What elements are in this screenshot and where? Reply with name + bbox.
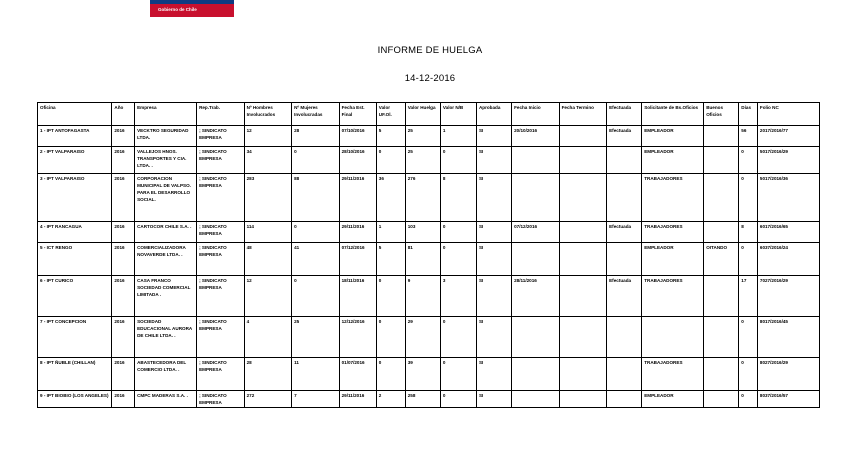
table-cell: 2	[376, 391, 405, 408]
column-header: Buenos Oficios	[704, 103, 739, 126]
table-cell: 8017/2016/45	[757, 317, 819, 358]
table-cell: 28	[244, 358, 292, 391]
table-cell: VECKTRO SEGURIDAD LTDA.	[135, 126, 197, 147]
table-cell: 28/10/2016	[339, 147, 376, 174]
column-header: Nº Mujeres Involucradas	[292, 103, 340, 126]
table-cell: 0	[440, 147, 476, 174]
table-cell: 5017/2016/29	[757, 147, 819, 174]
column-header: Rep.Trab.	[197, 103, 245, 126]
table-cell: ; SINDICATO EMPRESA	[197, 174, 245, 222]
column-header: Solicitante de Bs.Oficios	[642, 103, 704, 126]
table-cell: 8	[739, 222, 758, 243]
table-row	[38, 317, 820, 358]
table-cell: 283	[244, 174, 292, 222]
table-cell: 276	[405, 174, 440, 222]
table-cell	[642, 317, 704, 358]
table-cell	[607, 147, 642, 174]
table-cell: CMPC MADERAS S.A. .	[135, 391, 197, 408]
table-cell: 07/12/2016	[512, 222, 560, 243]
table-cell: 34	[244, 147, 292, 174]
column-header: Empresa	[135, 103, 197, 126]
table-cell: 3 - IPT VALPARAISO	[38, 174, 112, 222]
table-cell: 81	[405, 243, 440, 276]
column-header: Oficina	[38, 103, 112, 126]
table-cell: 258	[405, 391, 440, 408]
table-cell: ABASTECEDORA DEL COMERCIO LTDA. .	[135, 358, 197, 391]
table-cell: 3	[440, 276, 476, 317]
table-cell: VALLEJOS HNOS. TRANSPORTES Y CIA. LTDA. .	[135, 147, 197, 174]
table-cell: 9 - IPT BIOBIO (LOS ANGELES)	[38, 391, 112, 408]
column-header: Fecha Inicio	[512, 103, 560, 126]
table-cell: 6017/2016/65	[757, 222, 819, 243]
table-cell: 4 - IPT RANCAGUA	[38, 222, 112, 243]
table-cell: TRABAJADORES	[642, 276, 704, 317]
table-header-row	[38, 103, 820, 126]
table-cell: 2016	[112, 147, 135, 174]
table-cell: 29/11/2016	[339, 222, 376, 243]
table-cell: 12	[244, 276, 292, 317]
table-cell: 4	[244, 317, 292, 358]
column-header: Efectuada	[607, 103, 642, 126]
government-logo	[150, 0, 234, 17]
table-cell: 36	[376, 174, 405, 222]
table-cell: 2016	[112, 126, 135, 147]
table-cell	[704, 391, 739, 408]
table-cell: 103	[405, 222, 440, 243]
table-cell	[704, 222, 739, 243]
table-cell: 88	[292, 174, 340, 222]
table-cell	[559, 358, 607, 391]
table-cell: 56	[739, 126, 758, 147]
table-cell: 0	[376, 147, 405, 174]
table-cell	[607, 358, 642, 391]
column-header: Días	[739, 103, 758, 126]
table-cell: 2 - IPT VALPARAISO	[38, 147, 112, 174]
table-cell: 29	[405, 317, 440, 358]
table-row	[38, 147, 820, 174]
table-cell	[607, 317, 642, 358]
table-cell	[704, 317, 739, 358]
table-cell: 39	[405, 358, 440, 391]
table-cell: 0	[739, 391, 758, 408]
table-cell: 1	[440, 126, 476, 147]
table-cell	[704, 358, 739, 391]
table-cell: 8037/2016/57	[757, 391, 819, 408]
table-cell: EMPLEADOR	[642, 147, 704, 174]
table-cell: 0	[440, 317, 476, 358]
table-cell: TRABAJADORES	[642, 174, 704, 222]
table-cell: 7027/2016/29	[757, 276, 819, 317]
column-header: Valor Huelga	[405, 103, 440, 126]
table-cell: 01/07/2016	[339, 358, 376, 391]
table-cell	[559, 147, 607, 174]
table-cell: 5	[376, 126, 405, 147]
table-cell: 0	[739, 147, 758, 174]
table-cell	[559, 222, 607, 243]
table-body	[38, 126, 820, 408]
table-cell: ; SINDICATO EMPRESA	[197, 126, 245, 147]
table-cell: 29/11/2016	[339, 391, 376, 408]
table-cell	[512, 358, 560, 391]
table-cell: 6 - IPT CURICO	[38, 276, 112, 317]
table-row	[38, 174, 820, 222]
table-cell: 8027/2016/29	[757, 358, 819, 391]
logo-text: Gobierno de Chile	[158, 7, 197, 12]
table-cell: TRABAJADORES	[642, 358, 704, 391]
table-cell: 9	[405, 276, 440, 317]
table-cell: 25	[405, 126, 440, 147]
table-cell: SI	[476, 174, 511, 222]
table-cell: 2016	[112, 276, 135, 317]
column-header: Fecha Est. Final	[339, 103, 376, 126]
table-cell	[512, 243, 560, 276]
table-cell: 1	[376, 222, 405, 243]
table-cell: SI	[476, 391, 511, 408]
table-cell	[559, 174, 607, 222]
table-cell: 0	[739, 358, 758, 391]
table-cell: 8 - IPT ÑUBLE (CHILLAN)	[38, 358, 112, 391]
table-cell: SI	[476, 358, 511, 391]
table-cell: 18/11/2016	[339, 276, 376, 317]
table-cell	[559, 243, 607, 276]
table-cell: 0	[292, 276, 340, 317]
table-cell: 0	[292, 222, 340, 243]
table-cell: 0	[440, 391, 476, 408]
table-cell: 5017/2016/36	[757, 174, 819, 222]
table-cell	[704, 126, 739, 147]
table-cell: TRABAJADORES	[642, 222, 704, 243]
table-cell: 7 - IPT CONCEPCION	[38, 317, 112, 358]
table-row	[38, 276, 820, 317]
strike-report-table	[37, 102, 820, 408]
table-cell	[559, 391, 607, 408]
table-cell: Efectuada	[607, 276, 642, 317]
table-cell: 2016	[112, 243, 135, 276]
table-cell: 28/11/2016	[512, 276, 560, 317]
table-cell: 2016	[112, 391, 135, 408]
table-cell: 1 - IPT ANTOFAGASTA	[38, 126, 112, 147]
table-cell: 20/10/2016	[512, 126, 560, 147]
table-cell: ; SINDICATO EMPRESA	[197, 276, 245, 317]
table-row	[38, 391, 820, 408]
table-cell: 0	[376, 358, 405, 391]
table-cell: OITANDO	[704, 243, 739, 276]
table-cell: 0	[376, 276, 405, 317]
table-cell: ; SINDICATO EMPRESA	[197, 358, 245, 391]
table-cell: 2017/2016/77	[757, 126, 819, 147]
column-header: Año	[112, 103, 135, 126]
table-cell: ; SINDICATO EMPRESA	[197, 222, 245, 243]
table-cell: EMPLEADOR	[642, 243, 704, 276]
table-cell: 12	[244, 126, 292, 147]
table-cell	[559, 317, 607, 358]
table-cell: 29/11/2016	[339, 174, 376, 222]
table-cell: CASA FRANCO SOCIEDAD COMERCIAL LIMITADA .	[135, 276, 197, 317]
table-cell: 0	[440, 358, 476, 391]
table-cell: 25	[405, 147, 440, 174]
table-cell: EMPLEADOR	[642, 391, 704, 408]
table-cell: 2016	[112, 317, 135, 358]
table-cell	[704, 174, 739, 222]
table-cell	[704, 147, 739, 174]
table-cell	[512, 174, 560, 222]
column-header: Folio NC	[757, 103, 819, 126]
table-cell: 0	[739, 317, 758, 358]
column-header: Valor N/B	[440, 103, 476, 126]
column-header: Nº Hombres Involucrados	[244, 103, 292, 126]
table-cell: SI	[476, 276, 511, 317]
table-cell: SI	[476, 243, 511, 276]
table-cell: 41	[292, 243, 340, 276]
report-date: 14-12-2016	[404, 73, 456, 84]
table-cell: SI	[476, 317, 511, 358]
column-header: Valor UF.Ol.	[376, 103, 405, 126]
table-cell: SI	[476, 126, 511, 147]
report-title: INFORME DE HUELGA	[377, 45, 483, 56]
table-cell: 0	[440, 222, 476, 243]
table-cell: 12/12/2016	[339, 317, 376, 358]
table-cell: 0	[376, 317, 405, 358]
table-cell: 2016	[112, 174, 135, 222]
table-cell: 17	[739, 276, 758, 317]
table-cell: 07/12/2016	[339, 243, 376, 276]
table-cell: EMPLEADOR	[642, 126, 704, 147]
table-row	[38, 126, 820, 147]
table-cell: 25	[292, 317, 340, 358]
table-cell: ; SINDICATO EMPRESA	[197, 391, 245, 408]
table-cell: 5	[376, 243, 405, 276]
table-cell: 0	[739, 243, 758, 276]
table-cell: ; SINDICATO EMPRESA	[197, 243, 245, 276]
table-row	[38, 222, 820, 243]
table-cell: 6037/2016/24	[757, 243, 819, 276]
table-cell: 2016	[112, 222, 135, 243]
table-cell: SI	[476, 147, 511, 174]
table-cell	[512, 147, 560, 174]
table-cell: 0	[739, 174, 758, 222]
table-cell	[704, 276, 739, 317]
table-cell	[512, 317, 560, 358]
table-cell: 07/10/2016	[339, 126, 376, 147]
table-cell: ; SINDICATO EMPRESA	[197, 147, 245, 174]
table-cell: 5 - ICT RENGO	[38, 243, 112, 276]
table-cell: 0	[292, 147, 340, 174]
table-cell: 8	[440, 174, 476, 222]
table-cell: SOCIEDAD EDUCACIONAL AURORA DE CHILE LTDA. .	[135, 317, 197, 358]
table-cell	[607, 391, 642, 408]
table-cell: SI	[476, 222, 511, 243]
table-cell	[607, 174, 642, 222]
table-cell	[512, 391, 560, 408]
table-row	[38, 358, 820, 391]
table-cell: 0	[440, 243, 476, 276]
table-cell: 11	[292, 358, 340, 391]
table-cell: ; SINDICATO EMPRESA	[197, 317, 245, 358]
table-cell: 28	[292, 126, 340, 147]
column-header: Aprobada	[476, 103, 511, 126]
table-cell: CARTOCOR CHILE S.A. .	[135, 222, 197, 243]
table-cell: 7	[292, 391, 340, 408]
table-cell: 114	[244, 222, 292, 243]
table-cell: Efectuada	[607, 222, 642, 243]
table-cell: CORPORACION MUNICIPAL DE VALPSO. PARA EL DESARROLLO SOCIAL.	[135, 174, 197, 222]
column-header: Fecha Termino	[559, 103, 607, 126]
table-cell	[559, 276, 607, 317]
table-cell	[607, 243, 642, 276]
table-cell	[559, 126, 607, 147]
table-cell: Efectuada	[607, 126, 642, 147]
table-row	[38, 243, 820, 276]
table-cell: 48	[244, 243, 292, 276]
table-cell: COMERCIALIZADORA NOVAVERDE LTDA. .	[135, 243, 197, 276]
table-cell: 272	[244, 391, 292, 408]
table-cell: 2016	[112, 358, 135, 391]
